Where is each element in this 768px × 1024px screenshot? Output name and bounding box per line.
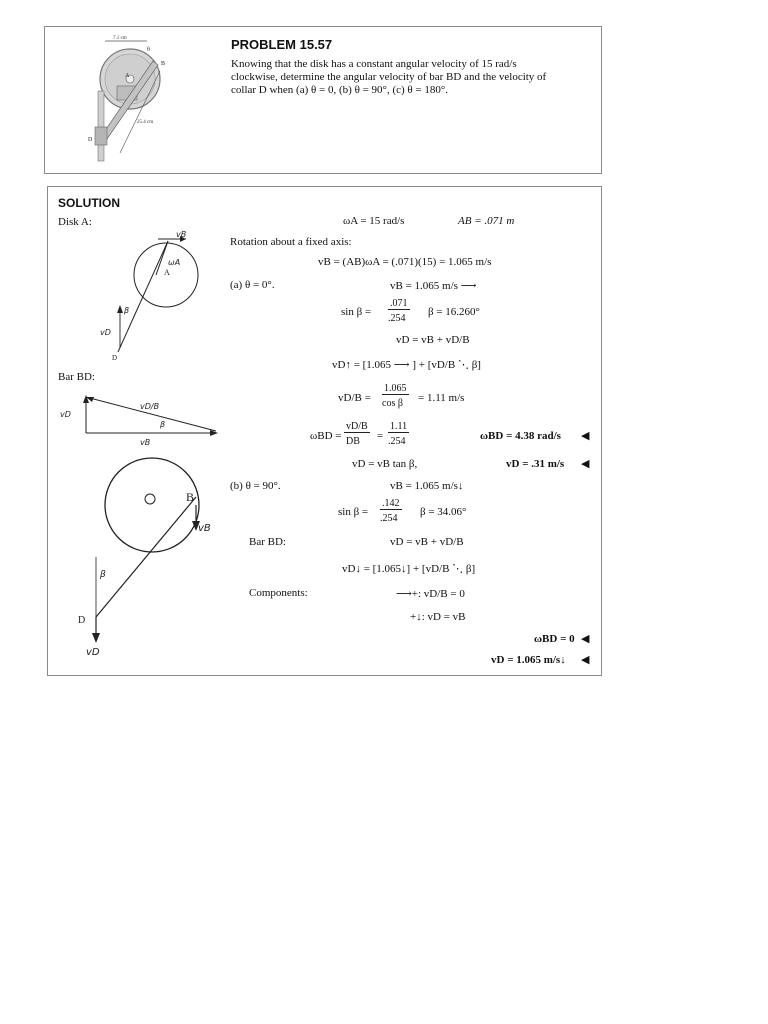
sketch-vb-label: vB <box>176 230 187 239</box>
sketch90-beta-label: β <box>100 570 106 580</box>
sin-beta-b-num: .142 <box>382 498 400 509</box>
bar-bd-label-b: Bar BD: <box>249 536 286 548</box>
triangle-beta-label: β <box>160 420 166 429</box>
sketch-beta-label: β <box>124 306 130 315</box>
vdb-result: = 1.11 m/s <box>418 392 465 404</box>
vd-tan: vD = vB tan β, <box>352 458 418 470</box>
sketch90-vb-label: vB <box>198 523 211 534</box>
vd-vector-b: vD↓ = [1.065↓] + [vD/B ⋱ β] <box>342 563 476 575</box>
theta-label: θ <box>147 47 150 53</box>
components-label: Components: <box>249 587 308 599</box>
vd-answer-b: vD = 1.065 m/s↓ <box>491 654 566 666</box>
omega-bd-num1: vD/B <box>346 421 368 432</box>
vd-sum-a: vD = vB + vD/B <box>396 334 470 346</box>
part-a-label: (a) θ = 0°. <box>230 279 275 291</box>
vd-answer-a: vD = .31 m/s <box>506 458 565 470</box>
vdb-lhs: vD/B = <box>338 392 371 404</box>
fig-label-d: D <box>88 137 93 143</box>
equals-sign: = <box>377 430 384 442</box>
problem-statement-line-3: collar D when (a) θ = 0, (b) θ = 90°, (c) θ = 180°. <box>231 84 449 96</box>
vb-part-b: vB = 1.065 m/s↓ <box>390 480 464 492</box>
omega-bd-den2: .254 <box>388 436 406 447</box>
sketch90-b-label: B <box>186 490 195 504</box>
answer-marker-1: ◀ <box>581 430 590 442</box>
sketch-vd-label: vD <box>100 328 111 337</box>
vb-part-a: vB = 1.065 m/s ⟶ <box>390 280 477 292</box>
rotation-label: Rotation about a fixed axis: <box>230 236 352 248</box>
beta-a-value: β = 16.260° <box>428 306 480 318</box>
solution-heading: SOLUTION <box>58 196 120 210</box>
sketch90-vd-label: vD <box>86 647 100 658</box>
omega-bd-lhs: ωBD = <box>310 430 342 442</box>
omega-given: ωA = 15 rad/s <box>343 215 405 227</box>
bar-bd-label: Bar BD: <box>58 371 95 383</box>
ab-given: AB = .071 m <box>458 215 515 227</box>
disk-sketch <box>98 227 208 367</box>
dim-bar-label: 25.4 cm <box>137 120 154 125</box>
vdb-den: cos β <box>382 398 403 409</box>
problem-box <box>44 26 602 174</box>
solution-box <box>47 186 602 676</box>
sketch-a-label: A <box>164 268 170 277</box>
sin-beta-a-num: .071 <box>390 298 408 309</box>
vd-vector-a: vD↑ = [1.065 ⟶ ] + [vD/B ⋱ β] <box>332 359 481 371</box>
omega-bd-num2: 1.11 <box>390 421 408 432</box>
omega-bd-answer-b: ωBD = 0 <box>534 633 575 645</box>
omega-bd-answer-a: ωBD = 4.38 rad/s <box>480 430 561 442</box>
component-y: +↓: vD = vB <box>410 611 466 623</box>
sketch90-d-label: D <box>78 615 86 626</box>
sketch-omega-label: ωA <box>168 258 181 267</box>
problem-statement-line-1: Knowing that the disk has a constant angular velocity of 15 rad/s <box>231 58 517 70</box>
fig-label-b: B <box>161 61 166 67</box>
answer-marker-3: ◀ <box>581 633 590 645</box>
vd-sum-b: vD = vB + vD/B <box>390 536 464 548</box>
fig-label-a: A <box>125 73 130 79</box>
answer-marker-2: ◀ <box>581 458 590 470</box>
sin-beta-a-lhs: sin β = <box>341 306 372 318</box>
vdb-num: 1.065 <box>384 383 407 394</box>
component-x: ⟶+: vD/B = 0 <box>396 588 465 600</box>
sin-beta-b-den: .254 <box>380 513 398 524</box>
beta-b-value: β = 34.06° <box>420 506 467 518</box>
dim-top-label: 7.1 cm <box>113 36 127 41</box>
triangle-vd-label: vD <box>60 410 71 419</box>
omega-bd-den1: DB <box>346 436 360 447</box>
sketch-d-label: D <box>112 354 118 362</box>
sin-beta-b-lhs: sin β = <box>338 506 369 518</box>
vector-triangle-sketch <box>56 387 226 447</box>
disk-90-sketch <box>78 457 211 658</box>
sin-beta-a-den: .254 <box>388 313 406 324</box>
disk-label: Disk A: <box>58 216 92 228</box>
part-b-label: (b) θ = 90°. <box>230 480 281 492</box>
problem-title: PROBLEM 15.57 <box>231 37 333 52</box>
triangle-vb-label: vB <box>140 438 151 447</box>
triangle-vdb-label: vD/B <box>140 402 160 411</box>
vb-equation: vB = (AB)ωA = (.071)(15) = 1.065 m/s <box>318 256 492 268</box>
answer-marker-4: ◀ <box>581 654 590 666</box>
problem-figure <box>85 31 195 161</box>
problem-statement-line-2: clockwise, determine the angular velocity of bar BD and the velocity of <box>231 71 547 83</box>
